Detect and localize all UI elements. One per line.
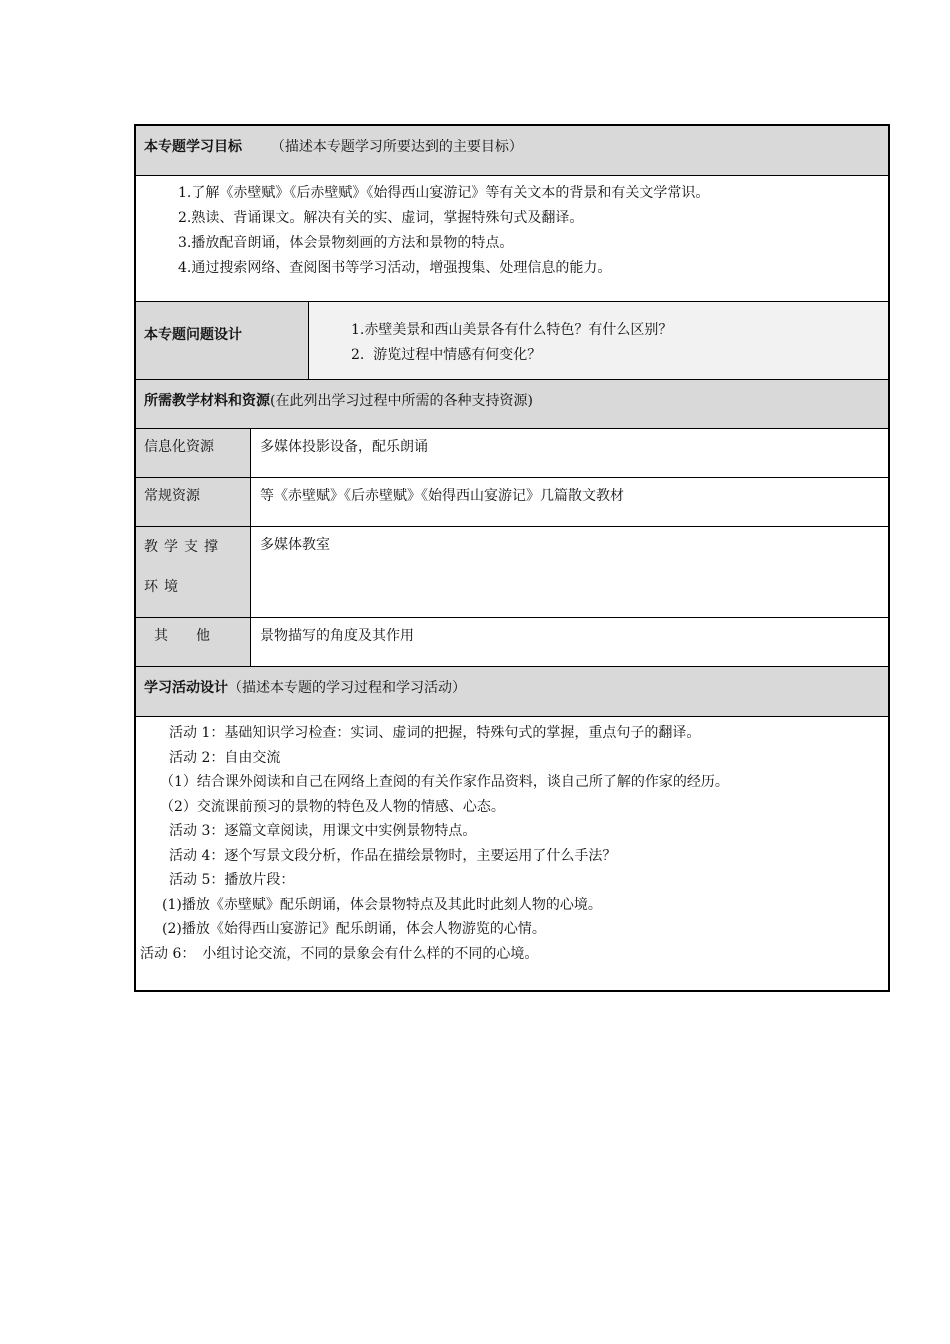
goals-body-row [136,176,888,302]
lesson-plan-table [134,124,890,992]
activity-line: 活动 1：基础知识学习检查：实词、虚词的把握，特殊句式的掌握，重点句子的翻译。 [169,725,701,741]
activity-line: (2)播放《始得西山宴游记》配乐朗诵，体会人物游览的心情。 [162,921,546,937]
resources-header-row [136,380,888,429]
resource-value: 多媒体投影设备，配乐朗诵 [260,439,428,455]
activities-title: 学习活动设计 [144,680,228,696]
activities-desc: （描述本专题的学习过程和学习活动） [228,680,466,696]
goal-item: 4.通过搜索网络、查阅图书等学习活动，增强搜集、处理信息的能力。 [178,260,612,276]
problem-item: 1.赤壁美景和西山美景各有什么特色？有什么区别？ [351,322,673,338]
goals-header-row [136,126,888,176]
activity-line: 活动 2：自由交流 [169,749,281,766]
goals-list [136,176,888,301]
activities-body-row [136,717,888,990]
resource-value: 景物描写的角度及其作用 [260,628,414,644]
activities-list [136,717,888,990]
activity-line: 活动 6： 小组讨论交流，不同的景象会有什么样的不同的心境。 [140,945,539,962]
goals-header [136,126,888,175]
activity-line: 活动 3：逐篇文章阅读，用课文中实例景物特点。 [169,823,477,839]
goal-item: 3.播放配音朗诵，体会景物刻画的方法和景物的特点。 [178,235,514,251]
resource-label: 其 他 [136,618,251,666]
resources-desc: (在此列出学习过程中所需的各种支持资源) [270,393,533,409]
resource-label: 教学支撑环境 [136,527,251,617]
problems-label: 本专题问题设计 [136,302,309,379]
activity-line: （1）结合课外阅读和自己在网络上查阅的有关作家作品资料，谈自己所了解的作家的经历。 [160,774,729,790]
resource-label: 信息化资源 [136,429,251,477]
activity-line: 活动 4：逐个写景文段分析，作品在描绘景物时，主要运用了什么手法？ [169,847,617,864]
problems-row [136,302,888,380]
resources-title: 所需教学材料和资源 [144,393,270,409]
goal-item: 1.了解《赤壁赋》《后赤壁赋》《始得西山宴游记》等有关文本的背景和有关文学常识。 [178,185,710,201]
resource-label: 常规资源 [136,478,251,526]
resource-value: 等《赤壁赋》《后赤壁赋》《始得西山宴游记》几篇散文教材 [260,488,624,504]
activity-line: 活动 5：播放片段： [169,872,295,888]
activities-header [136,667,888,716]
resource-value: 多媒体教室 [260,537,330,553]
activities-header-row [136,667,888,717]
activity-line: (1)播放《赤壁赋》配乐朗诵，体会景物特点及其此时此刻人物的心境。 [162,896,602,913]
goals-title: 本专题学习目标 [144,139,242,155]
resource-row-regular [136,478,888,527]
activity-line: （2）交流课前预习的景物的特色及人物的情感、心态。 [160,798,505,815]
resource-row-info [136,429,888,478]
goal-item: 2.熟读、背诵课文。解决有关的实、虚词，掌握特殊句式及翻译。 [178,210,584,226]
problems-list [309,302,888,379]
resource-row-other [136,618,888,667]
goals-desc: （描述本专题学习所要达到的主要目标） [270,139,523,155]
problem-item: 2. 游览过程中情感有何变化？ [351,347,542,363]
resource-row-environment [136,527,888,618]
resources-header [136,380,888,428]
